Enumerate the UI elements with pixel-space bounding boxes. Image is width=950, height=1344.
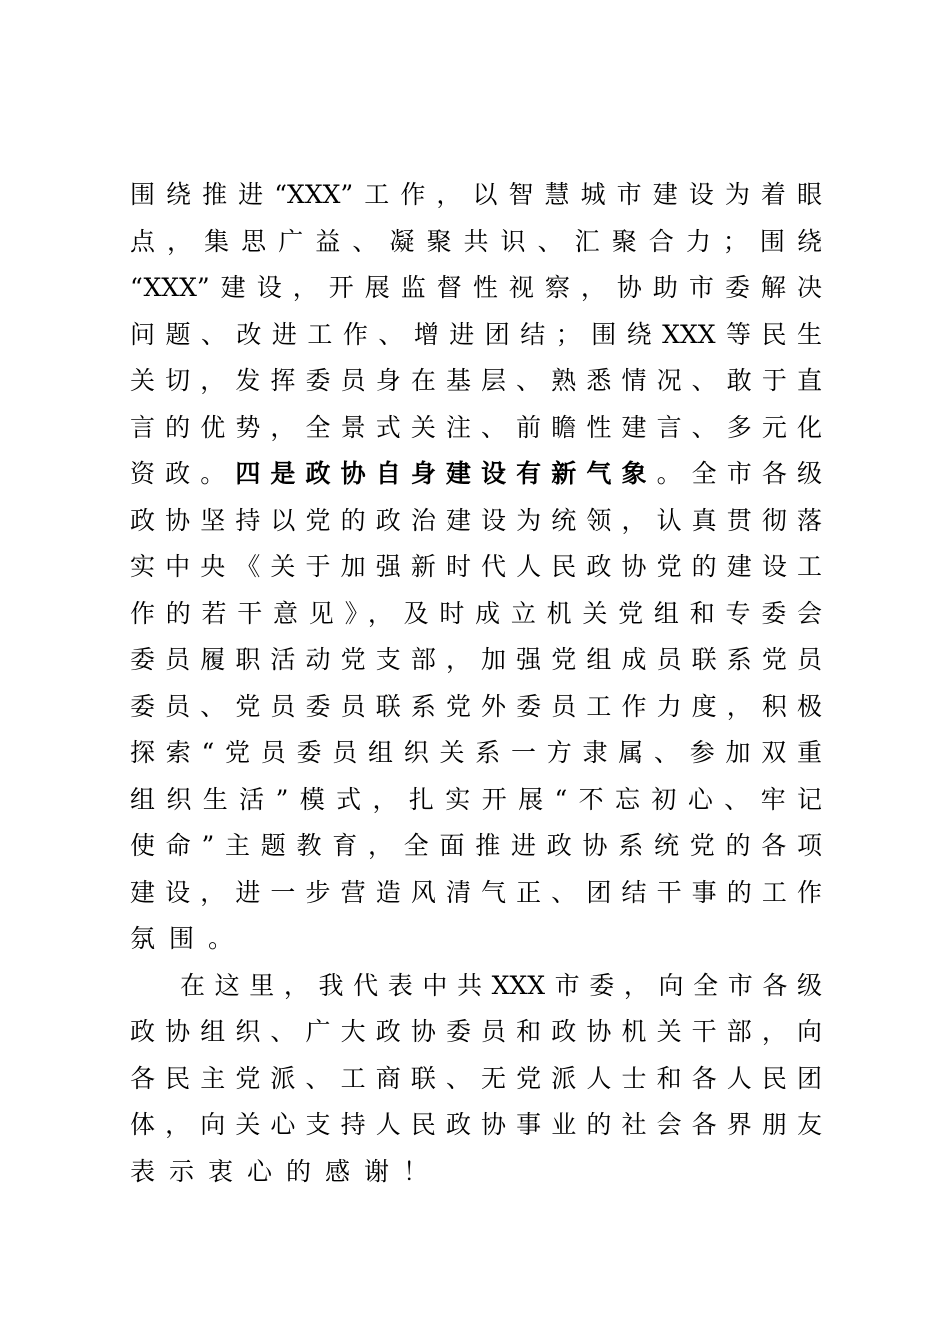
text-line: 言的优势，全景式关注、前瞻性建言、多元化 <box>130 412 822 442</box>
bold-heading-run: 四是政协自身建设有新气象 <box>235 459 657 488</box>
text-run: 。全市各级 <box>656 459 822 488</box>
text-line: 点，集思广益、凝聚共识、汇聚合力；围绕 <box>130 226 822 256</box>
text-line: 探索“党员委员组织关系一方隶属、参加双重 <box>130 738 822 767</box>
text-line: 各民主党派、工商联、无党派人士和各人民团 <box>130 1063 822 1093</box>
text-line: 建设，进一步营造风清气正、团结干事的工作 <box>130 877 822 907</box>
text-line: 使命”主题教育，全面推进政协系统党的各项 <box>130 831 822 860</box>
text-line: 围绕推进“XXX”工作，以智慧城市建设为着眼 <box>130 180 822 209</box>
text-line: 作的若干意见》，及时成立机关党组和专委会 <box>130 598 822 628</box>
text-line: 表示衷心的感谢！ <box>130 1156 443 1186</box>
text-line: 实中央《关于加强新时代人民政协党的建设工 <box>130 552 822 581</box>
text-line: 组织生活”模式，扎实开展“不忘初心、牢记 <box>130 784 822 814</box>
text-run: 资政。 <box>130 459 236 488</box>
text-line: 政协坚持以党的政治建设为统领，认真贯彻落 <box>130 505 822 535</box>
text-line: “XXX”建设，开展监督性视察，协助市委解决 <box>130 273 822 302</box>
text-line: 委员履职活动党支部，加强党组成员联系党员 <box>130 645 822 674</box>
text-line <box>130 451 822 498</box>
text-line: 体，向关心支持人民政协事业的社会各界朋友 <box>130 1110 822 1139</box>
text-line: 关切，发挥委员身在基层、熟悉情况、敢于直 <box>130 366 822 395</box>
text-line: 问题、改进工作、增进团结；围绕XXX等民生 <box>130 319 822 349</box>
document-body <box>130 172 822 1195</box>
text-line: 委员、党员委员联系党外委员工作力度，积极 <box>130 691 822 721</box>
text-line: 政协组织、广大政协委员和政协机关干部，向 <box>130 1017 822 1046</box>
text-line: 氛围。 <box>130 924 248 953</box>
text-line: 在这里，我代表中共XXX市委，向全市各级 <box>180 970 822 1000</box>
